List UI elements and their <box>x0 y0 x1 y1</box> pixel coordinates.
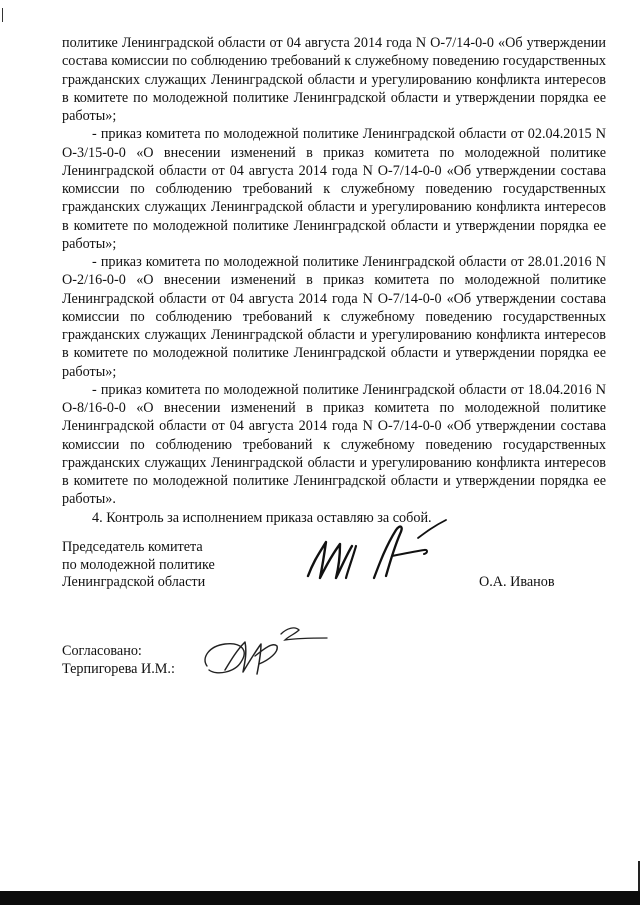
approval-label: Согласовано: <box>62 643 142 659</box>
paragraph-order-2015: - приказ комитета по молодежной политике Ленинградской области от 02.04.2015 N О-3/15-0-0 «О внесении изменений в приказ комитета по молодежной политике Ленинградской области от 04 августа 2014 года N О-7/14-0-0 «Об утверждении состава комиссии по соблюдению требований к служебному поведению государственных гражданских служащих Ленинградской области и урегулированию конфликта интересов в комитете по молодежной политике Ленинградской области и утверждении порядка ее работы»; <box>62 126 606 252</box>
approver-signature <box>195 620 330 685</box>
approval-block <box>62 643 175 678</box>
paragraph-order-2016-apr: - приказ комитета по молодежной политике Ленинградской области от 18.04.2016 N О-8/16-0-0 «О внесении изменений в приказ комитета по молодежной политике Ленинградской области от 04 августа 2014 года N О-7/14-0-0 «Об утверждении состава комиссии по соблюдению требований к служебному поведению государственных гражданских служащих Ленинградской области и урегулированию конфликта интересов в комитете по молодежной политике Ленинградской области и утверждении порядка ее работы». <box>62 381 606 508</box>
paragraph-continuation: политике Ленинградской области от 04 августа 2014 года N О-7/14-0-0 «Об утверждении состава комиссии по соблюдению требований к служебному поведению государственных гражданских служащих Ленинградской области и урегулированию конфликта интересов в комитете по молодежной политике Ленинградской области и утверждении порядка ее работы»; <box>62 35 606 124</box>
signer-title-line: Ленинградской области <box>62 574 206 590</box>
paragraph-control: 4. Контроль за исполнением приказа оставляю за собой. <box>92 509 432 526</box>
signer-name: О.А. Иванов <box>479 574 555 590</box>
approval-person: Терпигорева И.М.: <box>62 660 175 677</box>
scan-margin-mark <box>2 8 3 22</box>
document-body <box>62 34 606 527</box>
paragraph-order-2016-jan: - приказ комитета по молодежной политике Ленинградской области от 28.01.2016 N О-2/16-0-0 «О внесении изменений в приказ комитета по молодежной политике Ленинградской области от 04 августа 2014 года N О-7/14-0-0 «Об утверждении состава комиссии по соблюдению требований к служебному поведению государственных гражданских служащих Ленинградской области и урегулированию конфликта интересов в комитете по молодежной политике Ленинградской области и утверждении порядка ее работы»; <box>62 254 606 380</box>
signer-title <box>62 539 215 592</box>
signer-title-line: Председатель комитета <box>62 539 203 555</box>
scan-bottom-border <box>0 891 640 905</box>
signer-title-line: по молодежной политике <box>62 556 215 573</box>
chairman-signature <box>300 516 450 586</box>
